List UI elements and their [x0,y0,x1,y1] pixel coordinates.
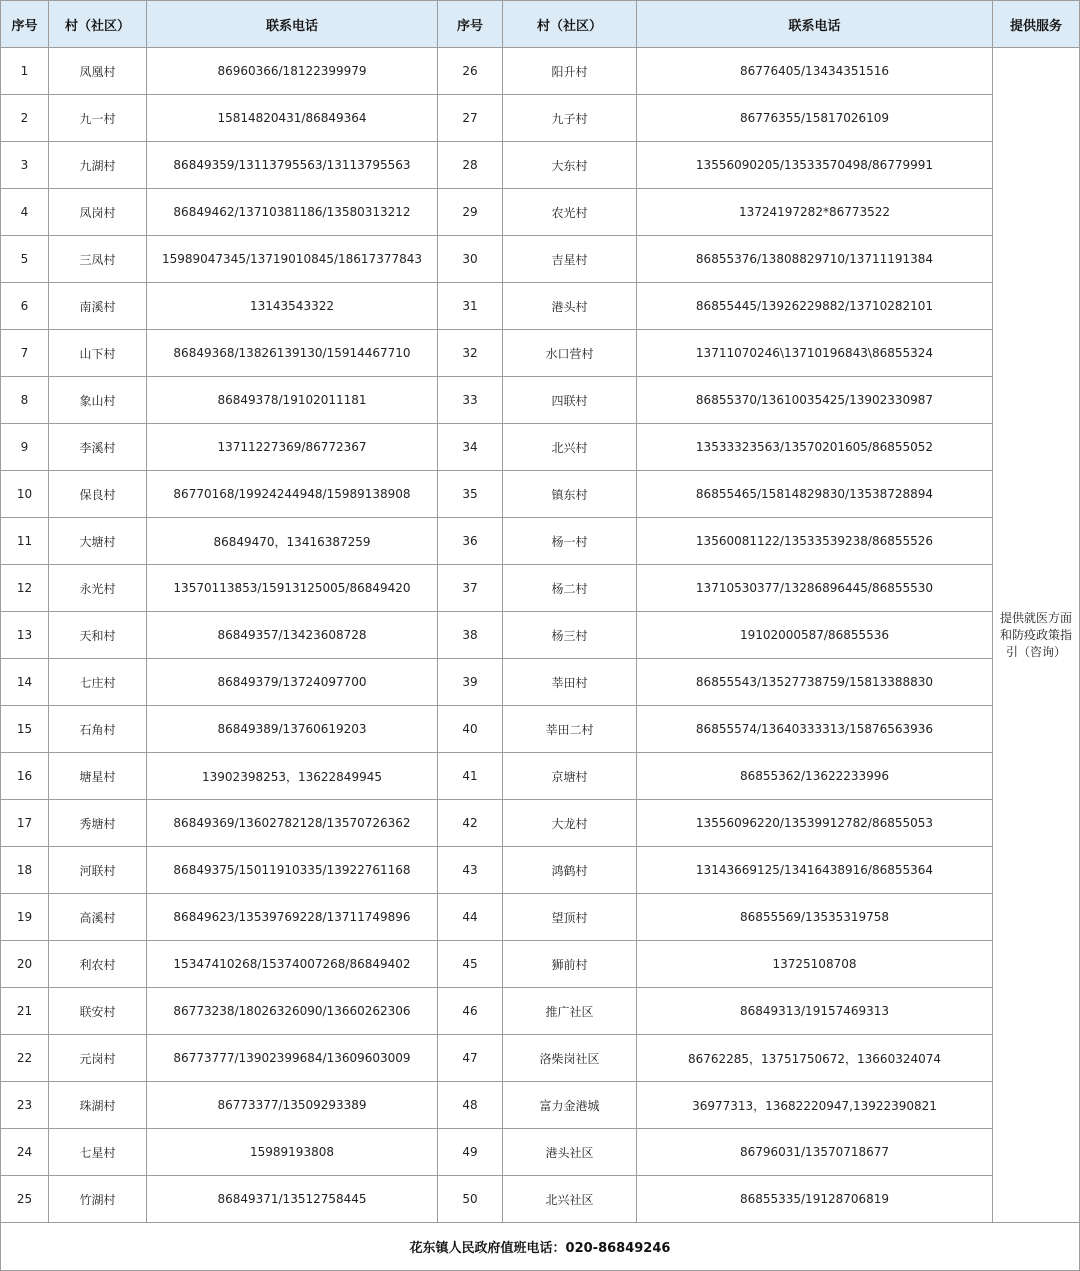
table-row [1,1176,1080,1223]
table-row [1,894,1080,941]
serial-cell: 39 [438,659,503,706]
table-row [1,330,1080,377]
village-cell: 推广社区 [503,988,637,1035]
serial-cell: 44 [438,894,503,941]
serial-cell: 7 [1,330,49,377]
village-cell: 元岗村 [49,1035,147,1082]
village-cell: 石角村 [49,706,147,753]
phone-cell: 86849379/13724097700 [147,659,438,706]
serial-cell: 45 [438,941,503,988]
village-cell: 九一村 [49,95,147,142]
village-cell: 高溪村 [49,894,147,941]
table-row [1,236,1080,283]
serial-cell: 23 [1,1082,49,1129]
village-cell: 吉星村 [503,236,637,283]
serial-cell: 27 [438,95,503,142]
serial-cell: 29 [438,189,503,236]
serial-cell: 20 [1,941,49,988]
phone-cell: 13711070246\13710196843\86855324 [637,330,993,377]
village-cell: 富力金港城 [503,1082,637,1129]
table-row [1,142,1080,189]
phone-cell: 86773777/13902399684/13609603009 [147,1035,438,1082]
village-cell: 永光村 [49,565,147,612]
village-cell: 望顶村 [503,894,637,941]
phone-cell: 86849375/15011910335/13922761168 [147,847,438,894]
village-cell: 四联村 [503,377,637,424]
serial-cell: 25 [1,1176,49,1223]
phone-cell: 15814820431/86849364 [147,95,438,142]
phone-cell: 86776355/15817026109 [637,95,993,142]
service-description: 提供就医方面和防疫政策指引（咨询） [993,48,1080,1223]
phone-cell: 86762285，13751750672，13660324074 [637,1035,993,1082]
serial-cell: 19 [1,894,49,941]
village-cell: 水口营村 [503,330,637,377]
phone-cell: 13556096220/13539912782/86855053 [637,800,993,847]
table-row [1,1035,1080,1082]
serial-cell: 49 [438,1129,503,1176]
table-row [1,941,1080,988]
serial-cell: 43 [438,847,503,894]
table-body [1,48,1080,1271]
table-row [1,800,1080,847]
village-cell: 杨一村 [503,518,637,565]
phone-cell: 36977313，13682220947,13922390821 [637,1082,993,1129]
phone-cell: 13533323563/13570201605/86855052 [637,424,993,471]
phone-cell: 13724197282*86773522 [637,189,993,236]
header-phone-2: 联系电话 [637,1,993,48]
serial-cell: 10 [1,471,49,518]
village-cell: 莘田二村 [503,706,637,753]
serial-cell: 34 [438,424,503,471]
serial-cell: 26 [438,48,503,95]
serial-cell: 50 [438,1176,503,1223]
phone-cell: 86855543/13527738759/15813388830 [637,659,993,706]
phone-cell: 13143543322 [147,283,438,330]
table-row [1,424,1080,471]
table-row [1,847,1080,894]
village-cell: 凤岗村 [49,189,147,236]
footer-row [1,1223,1080,1271]
serial-cell: 40 [438,706,503,753]
phone-cell: 19102000587/86855536 [637,612,993,659]
table-row [1,1082,1080,1129]
phone-cell: 13902398253，13622849945 [147,753,438,800]
phone-cell: 13556090205/13533570498/86779991 [637,142,993,189]
table-row [1,95,1080,142]
village-cell: 镇东村 [503,471,637,518]
serial-cell: 13 [1,612,49,659]
village-cell: 杨二村 [503,565,637,612]
table-row [1,189,1080,236]
phone-cell: 15989047345/13719010845/18617377843 [147,236,438,283]
serial-cell: 17 [1,800,49,847]
serial-cell: 32 [438,330,503,377]
village-cell: 李溪村 [49,424,147,471]
header-serial-2: 序号 [438,1,503,48]
phone-cell: 86855335/19128706819 [637,1176,993,1223]
serial-cell: 41 [438,753,503,800]
serial-cell: 9 [1,424,49,471]
village-cell: 莘田村 [503,659,637,706]
village-cell: 大塘村 [49,518,147,565]
serial-cell: 4 [1,189,49,236]
table-row [1,48,1080,95]
phone-cell: 13711227369/86772367 [147,424,438,471]
header-village-2: 村（社区） [503,1,637,48]
phone-cell: 86855362/13622233996 [637,753,993,800]
table-row [1,565,1080,612]
table-row [1,471,1080,518]
village-cell: 山下村 [49,330,147,377]
village-cell: 九湖村 [49,142,147,189]
phone-cell: 86773377/13509293389 [147,1082,438,1129]
phone-cell: 86796031/13570718677 [637,1129,993,1176]
serial-cell: 47 [438,1035,503,1082]
phone-cell: 86849623/13539769228/13711749896 [147,894,438,941]
phone-cell: 86849470，13416387259 [147,518,438,565]
phone-cell: 13570113853/15913125005/86849420 [147,565,438,612]
serial-cell: 2 [1,95,49,142]
serial-cell: 18 [1,847,49,894]
phone-cell: 86849378/19102011181 [147,377,438,424]
serial-cell: 35 [438,471,503,518]
header-village-1: 村（社区） [49,1,147,48]
serial-cell: 22 [1,1035,49,1082]
serial-cell: 15 [1,706,49,753]
village-cell: 保良村 [49,471,147,518]
phone-cell: 86849359/13113795563/13113795563 [147,142,438,189]
village-cell: 鸿鹤村 [503,847,637,894]
phone-cell: 15989193808 [147,1129,438,1176]
phone-cell: 13143669125/13416438916/86855364 [637,847,993,894]
serial-cell: 24 [1,1129,49,1176]
village-cell: 狮前村 [503,941,637,988]
serial-cell: 37 [438,565,503,612]
village-cell: 北兴社区 [503,1176,637,1223]
phone-cell: 86855465/15814829830/13538728894 [637,471,993,518]
serial-cell: 46 [438,988,503,1035]
village-cell: 阳升村 [503,48,637,95]
village-cell: 港头村 [503,283,637,330]
serial-cell: 6 [1,283,49,330]
table-row [1,706,1080,753]
header-row [1,1,1080,48]
serial-cell: 48 [438,1082,503,1129]
phone-cell: 86960366/18122399979 [147,48,438,95]
village-cell: 杨三村 [503,612,637,659]
serial-cell: 16 [1,753,49,800]
header-serial-1: 序号 [1,1,49,48]
phone-cell: 86849369/13602782128/13570726362 [147,800,438,847]
village-cell: 象山村 [49,377,147,424]
phone-cell: 13560081122/13533539238/86855526 [637,518,993,565]
village-cell: 三凤村 [49,236,147,283]
serial-cell: 5 [1,236,49,283]
village-cell: 南溪村 [49,283,147,330]
serial-cell: 42 [438,800,503,847]
phone-cell: 13710530377/13286896445/86855530 [637,565,993,612]
phone-cell: 86849389/13760619203 [147,706,438,753]
phone-cell: 86855569/13535319758 [637,894,993,941]
phone-cell: 15347410268/15374007268/86849402 [147,941,438,988]
phone-cell: 86855445/13926229882/13710282101 [637,283,993,330]
village-cell: 秀塘村 [49,800,147,847]
phone-cell: 86855574/13640333313/15876563936 [637,706,993,753]
phone-cell: 86849371/13512758445 [147,1176,438,1223]
serial-cell: 12 [1,565,49,612]
serial-cell: 8 [1,377,49,424]
serial-cell: 14 [1,659,49,706]
village-cell: 珠湖村 [49,1082,147,1129]
serial-cell: 11 [1,518,49,565]
phone-cell: 86770168/19924244948/15989138908 [147,471,438,518]
village-cell: 利农村 [49,941,147,988]
serial-cell: 1 [1,48,49,95]
serial-cell: 33 [438,377,503,424]
phone-cell: 86855370/13610035425/13902330987 [637,377,993,424]
phone-cell: 86849357/13423608728 [147,612,438,659]
serial-cell: 38 [438,612,503,659]
phone-cell: 86849462/13710381186/13580313212 [147,189,438,236]
village-cell: 九子村 [503,95,637,142]
village-cell: 北兴村 [503,424,637,471]
village-cell: 港头社区 [503,1129,637,1176]
table-row [1,377,1080,424]
village-cell: 河联村 [49,847,147,894]
village-cell: 七庄村 [49,659,147,706]
phone-cell: 86773238/18026326090/13660262306 [147,988,438,1035]
village-cell: 凤凰村 [49,48,147,95]
village-cell: 联安村 [49,988,147,1035]
duty-phone-footer: 花东镇人民政府值班电话：020-86849246 [1,1223,1080,1271]
table-row [1,988,1080,1035]
table-row [1,753,1080,800]
phone-cell: 13725108708 [637,941,993,988]
serial-cell: 36 [438,518,503,565]
village-cell: 京塘村 [503,753,637,800]
village-cell: 洛柴岗社区 [503,1035,637,1082]
table-row [1,612,1080,659]
village-cell: 大龙村 [503,800,637,847]
village-cell: 天和村 [49,612,147,659]
village-cell: 农光村 [503,189,637,236]
phone-cell: 86776405/13434351516 [637,48,993,95]
serial-cell: 21 [1,988,49,1035]
phone-cell: 86849368/13826139130/15914467710 [147,330,438,377]
table-row [1,283,1080,330]
serial-cell: 28 [438,142,503,189]
table-row [1,518,1080,565]
serial-cell: 31 [438,283,503,330]
serial-cell: 30 [438,236,503,283]
header-phone-1: 联系电话 [147,1,438,48]
header-service: 提供服务 [993,1,1080,48]
village-cell: 塘星村 [49,753,147,800]
table-row [1,659,1080,706]
table-row [1,1129,1080,1176]
village-cell: 七星村 [49,1129,147,1176]
serial-cell: 3 [1,142,49,189]
phone-cell: 86849313/19157469313 [637,988,993,1035]
phone-cell: 86855376/13808829710/13711191384 [637,236,993,283]
village-cell: 大东村 [503,142,637,189]
village-cell: 竹湖村 [49,1176,147,1223]
